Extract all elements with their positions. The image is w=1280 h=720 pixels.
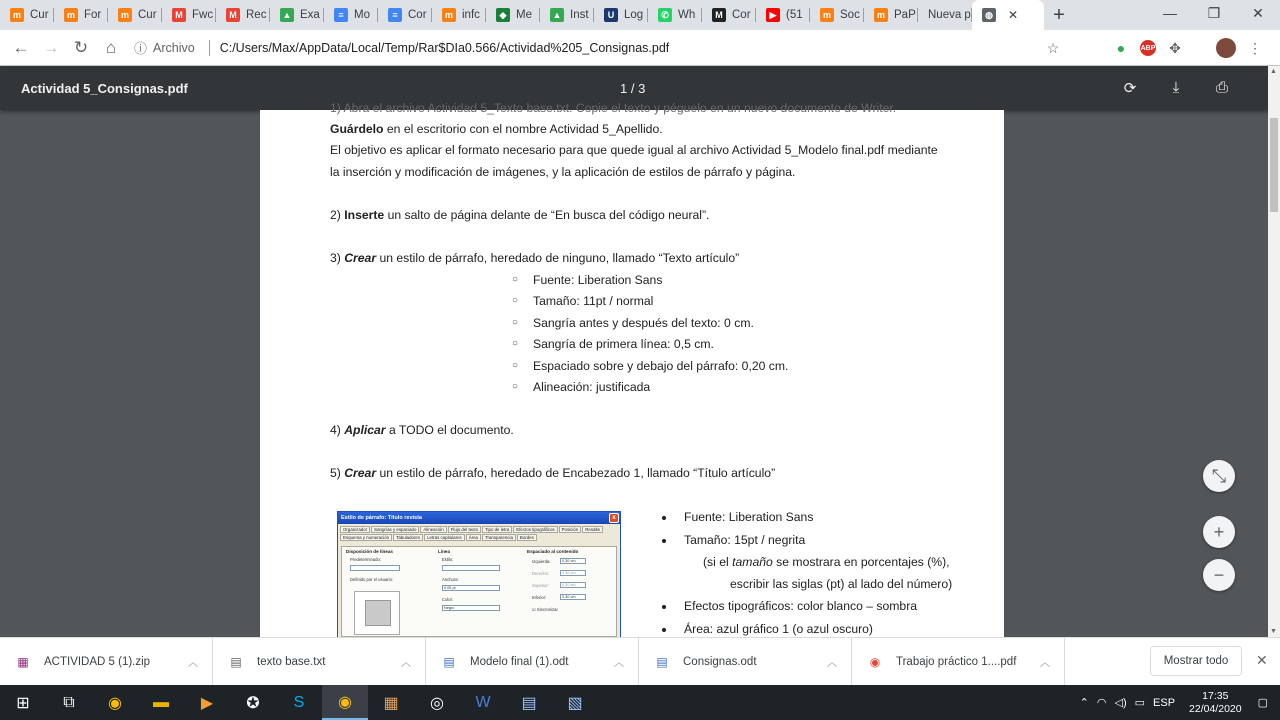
tab-9[interactable]	[486, 0, 540, 30]
maximize-button[interactable]: ❐	[1207, 4, 1221, 21]
chevron-up-icon[interactable]: ︿	[401, 658, 411, 669]
chrome-taskbar-icon[interactable]: ◉	[108, 694, 122, 712]
tab-14[interactable]	[756, 0, 810, 30]
windows-taskbar	[0, 685, 1280, 720]
chrome-active-icon[interactable]: ◉	[322, 685, 368, 720]
chevron-up-icon[interactable]: ︿	[1040, 658, 1050, 669]
tab-7[interactable]	[378, 0, 432, 30]
tab-5[interactable]	[270, 0, 324, 30]
app-icon[interactable]: ✪	[246, 694, 260, 712]
pdf-page: 1) Abra el archivo Actividad 5_Texto base.txt. Copie el texto y péguelo en un nuevo documento de Writer. Guárdelo en el escritorio con el nombre Actividad 5_Apellido. El objetivo es aplicar el formato necesario para que quede igual al archivo Actividad 5_Modelo final.pdf mediante la inserción y modificación de imágenes, y la aplicación de estilos de párrafo y página. 2) Inserte un salto de página delante de “En busca del código neural”. 3) Crear un estilo de párrafo, heredado de ninguno, llamado “Texto artículo” ○ Fuente: Liberation Sans ○ Tamaño: 11pt / normal ○ Sangría antes y después del texto: 0 cm. ○ Sangría de primera línea: 0,5 cm. ○ Espaciado sobre y debajo del párrafo: 0,20 cm. ○ Alineación: justificada 4) Aplicar a TODO el documento. 5) Crear un estilo de párrafo, heredado de Encabezado 1, llamado “Título artículo” Estilo de párrafo: Título revista x Organizador Sangrías y espaciado Alineación Flujo del texto Tipo de letra Efectos tipográficos Posición Resalte Esquema y numeración Tabuladores Letras capitulares Área Transparencia Bordes Disposición de líneas Predeterminado: Definido por el usuario: Línea Estilo: Anchura: 0,05 pt Color: Negro Espaciado al contenido Izquierda: 0,30 cm Derecha: 0,30 cm Superior: 0,30 cm Inferior: 0,30 cm ☑ Sincronizar Fuente: Liberation Sans Tamaño: 15pt / negrita (si el tamaño se mostrara en porcentajes (%), escribir las siglas (pt) al lado del número) Efectos tipográficos: color blanco – sombra Área: azul gráfico 1 (o azul oscuro)	[260, 110, 1004, 670]
word-icon[interactable]: W	[475, 693, 491, 711]
zoom-out-button[interactable]: −	[1203, 559, 1235, 591]
adblock-icon[interactable]: ABP	[1140, 40, 1156, 56]
dialog-tab: Bordes	[517, 534, 537, 541]
globe-icon: ◍	[982, 8, 996, 22]
m-icon: M	[712, 8, 726, 22]
tab-2[interactable]	[108, 0, 162, 30]
notifications-icon[interactable]: ▢	[1257, 697, 1268, 709]
download-item[interactable]	[0, 638, 213, 686]
chevron-up-icon[interactable]: ︿	[827, 658, 837, 669]
reload-button[interactable]: ↻	[73, 37, 89, 57]
item-4: 4) Aplicar a TODO el documento.	[330, 423, 514, 437]
chevron-up-icon[interactable]: ⌃	[1079, 697, 1089, 709]
media-player-icon[interactable]: ▶	[200, 694, 214, 712]
tab-label: Cor	[408, 9, 427, 21]
file-explorer-icon[interactable]: ▬	[153, 693, 169, 711]
odt-file-icon: ▤	[443, 654, 455, 669]
download-name: ACTIVIDAD 5 (1).zip	[44, 655, 151, 668]
system-tray	[1080, 685, 1280, 720]
objetivo-line-1: El objetivo es aplicar el formato necesario para que quede igual al archivo Actividad 5_Modelo final.pdf mediante	[330, 143, 938, 157]
pdf-title: Actividad 5_Consignas.pdf	[21, 80, 188, 96]
zoom-in-button[interactable]: +	[1203, 516, 1235, 548]
minimize-button[interactable]: —	[1163, 5, 1177, 21]
language-indicator[interactable]: ESP	[1153, 696, 1176, 709]
objetivo-line-2: la inserción y modificación de imágenes, y la aplicación de estilos de párrafo y página.	[330, 165, 796, 179]
docs-icon: ≡	[334, 8, 348, 22]
tab-label: Inst	[570, 9, 589, 21]
moodle-icon: m	[10, 8, 24, 22]
back-button[interactable]: ←	[12, 37, 30, 57]
tab-label: Cor	[732, 9, 751, 21]
unc-icon: U	[604, 8, 618, 22]
chevron-up-icon[interactable]: ︿	[188, 658, 198, 669]
winrar-taskbar-icon[interactable]: ▦	[383, 694, 399, 712]
tab-label: Fwc	[192, 9, 214, 21]
dialog-tab: Transparencia	[482, 534, 516, 541]
task-view-icon[interactable]: ⧉	[63, 693, 75, 711]
tab-4[interactable]	[216, 0, 270, 30]
moodle-icon: m	[820, 8, 834, 22]
tab-13[interactable]	[702, 0, 756, 30]
docs-icon: ≡	[388, 8, 402, 22]
address-bar[interactable]	[134, 34, 1084, 62]
list-item: Alineación: justificada	[533, 380, 651, 394]
tab-label: Wh	[678, 9, 696, 21]
item-5: 5) Crear un estilo de párrafo, heredado de Encabezado 1, llamado “Título artículo”	[330, 466, 776, 480]
new-tab-button[interactable]: +	[1053, 3, 1065, 26]
dialog-tab: Área	[466, 534, 481, 541]
tab-3[interactable]	[162, 0, 216, 30]
browser-toolbar	[0, 30, 1280, 66]
drive-icon: ▲	[280, 8, 294, 22]
menu-icon[interactable]: ⋮	[1248, 39, 1262, 56]
dialog-tab: Tipo de letra	[482, 526, 512, 533]
dialog-tab: Posición	[559, 526, 582, 533]
dialog-tab: Resalte	[582, 526, 603, 533]
moodle-icon: m	[442, 8, 456, 22]
skype-icon[interactable]: S	[293, 693, 305, 711]
notepad-icon[interactable]: ▧	[567, 694, 583, 712]
profile-avatar[interactable]	[1216, 38, 1236, 58]
tab-label: Cur	[138, 9, 157, 21]
dialog-tab: Efectos tipográficos	[513, 526, 557, 533]
dialog-tab: Flujo del texto	[448, 526, 481, 533]
list-item: Espaciado sobre y debajo del párrafo: 0,20 cm.	[533, 359, 789, 373]
scheme-label: Archivo	[153, 40, 195, 55]
active-tab[interactable]	[972, 0, 1044, 30]
circle-bullet-icon: ○	[512, 381, 519, 392]
tab-label: Nueva p	[928, 9, 971, 21]
fit-page-button[interactable]: ⤡	[1203, 460, 1235, 492]
list-item: Fuente: Liberation Sans	[533, 273, 663, 287]
tab-label: Rec	[246, 9, 267, 21]
start-icon[interactable]: ⊞	[16, 694, 30, 712]
forward-button[interactable]: →	[42, 37, 60, 57]
battery-icon[interactable]: ▭	[1134, 697, 1146, 709]
cut-line: 1) Abra el archivo Actividad 5_Texto base.txt. Copie el texto y péguelo en un nuevo documento de Writer.	[330, 101, 897, 115]
rotate-icon[interactable]: ⟳	[1123, 80, 1137, 97]
tab-label: Exa	[300, 9, 320, 21]
writer-icon[interactable]: ▤	[521, 694, 537, 712]
whatsapp-icon: ✆	[658, 8, 672, 22]
tab-10[interactable]	[540, 0, 594, 30]
maps-icon: ◆	[496, 8, 510, 22]
list-item: Tamaño: 11pt / normal	[533, 294, 654, 308]
show-all-button[interactable]: Mostrar todo	[1150, 646, 1242, 676]
volume-icon[interactable]: ◁)	[1114, 697, 1127, 709]
download-item[interactable]	[852, 638, 1065, 686]
download-name: texto base.txt	[257, 655, 326, 668]
tab-8[interactable]	[432, 0, 486, 30]
info-icon[interactable]: ⓘ	[134, 41, 148, 56]
circle-bullet-icon: ○	[512, 317, 519, 328]
circle-bullet-icon: ○	[512, 360, 519, 371]
vertical-scrollbar[interactable]: ▲ ▼	[1268, 66, 1280, 637]
moodle-icon: m	[118, 8, 132, 22]
chrome-icon: ◉	[869, 654, 881, 669]
dialog-tab: Organizador	[340, 526, 370, 533]
tab-label: Cur	[30, 9, 49, 21]
obs-icon[interactable]: ◎	[430, 694, 444, 712]
item-2: 2) Inserte un salto de página delante de “En busca del código neural”.	[330, 208, 710, 222]
dialog-screenshot: Estilo de párrafo: Título revista x Organizador Sangrías y espaciado Alineación Flujo del texto Tipo de letra Efectos tipográficos Posición Resalte Esquema y numeración Tabuladores Letras capitulares Área Transparencia Bordes Disposición de líneas Predeterminado: Definido por el usuario: Línea Estilo: Anchura: 0,05 pt Color: Negro Espaciado al contenido Izquierda: 0,30 cm Derecha: 0,30 cm Superior: 0,30 cm Inferior: 0,30 cm ☑ Sincronizar	[337, 511, 621, 641]
tab-17[interactable]	[918, 0, 972, 30]
home-button[interactable]: ⌂	[105, 37, 117, 57]
close-shelf-icon[interactable]: ✕	[1256, 652, 1268, 668]
circle-bullet-icon: ○	[512, 295, 519, 306]
circle-bullet-icon: ○	[512, 338, 519, 349]
tab-label: PaP	[894, 9, 916, 21]
dialog-tab: Sangrías y espaciado	[371, 526, 419, 533]
puzzle-icon[interactable]: ✥	[1169, 39, 1181, 56]
wifi-icon[interactable]: ◠	[1096, 697, 1107, 709]
gmail-icon: M	[226, 8, 240, 22]
gmail-icon: M	[172, 8, 186, 22]
tab-label: Soc	[840, 9, 860, 21]
print-icon[interactable]: ⎙	[1215, 79, 1228, 96]
tab-label: Log	[624, 9, 644, 21]
download-item[interactable]	[639, 638, 852, 686]
url-text[interactable]: C:/Users/Max/AppData/Local/Temp/Rar$DIa0.566/Actividad%205_Consignas.pdf	[219, 40, 670, 55]
moodle-icon: m	[874, 8, 888, 22]
tab-strip	[0, 0, 1280, 30]
dialog-tab: Tabuladores	[393, 534, 423, 541]
tab-label: Mo	[354, 9, 370, 21]
list-item: Sangría antes y después del texto: 0 cm.	[533, 316, 754, 330]
moodle-icon: m	[64, 8, 78, 22]
winrar-icon: ▦	[17, 654, 29, 669]
window-controls	[1148, 0, 1280, 30]
download-item[interactable]	[213, 638, 426, 686]
clock[interactable]: 17:35 22/04/2020	[1189, 689, 1242, 715]
close-window-button[interactable]: ✕	[1252, 4, 1264, 21]
item-3: 3) Crear un estilo de párrafo, heredado de ninguno, llamado “Texto artículo”	[330, 251, 740, 265]
circle-bullet-icon: ○	[512, 274, 519, 285]
tab-11[interactable]	[594, 0, 648, 30]
download-shelf	[0, 637, 1280, 685]
tab-16[interactable]	[864, 0, 918, 30]
tab-label: Me	[516, 9, 532, 21]
close-tab-icon[interactable]: ✕	[1008, 8, 1019, 22]
tab-15[interactable]	[810, 0, 864, 30]
odt-file-icon: ▤	[656, 654, 668, 669]
drive-icon: ▲	[550, 8, 564, 22]
text-file-icon: ▤	[230, 654, 242, 669]
tab-label: (51	[786, 9, 803, 21]
page-indicator: 1 / 3	[620, 80, 646, 96]
download-name: Modelo final (1).odt	[470, 655, 569, 668]
download-icon[interactable]: ⤓	[1172, 79, 1180, 96]
scroll-thumb[interactable]	[1270, 118, 1278, 212]
tab-label: infc	[462, 9, 480, 21]
tab-12[interactable]	[648, 0, 702, 30]
tab-6[interactable]	[324, 0, 378, 30]
dialog-tab: Esquema y numeración	[340, 534, 392, 541]
dialog-tab: Letras capitulares	[424, 534, 465, 541]
download-name: Consignas.odt	[683, 655, 757, 668]
tab-label: For	[84, 9, 102, 21]
tab-0[interactable]	[0, 0, 54, 30]
download-item[interactable]	[426, 638, 639, 686]
pdf-viewer[interactable]	[0, 101, 1268, 637]
tab-1[interactable]	[54, 0, 108, 30]
youtube-icon: ▶	[766, 8, 780, 22]
bookmark-star-icon[interactable]: ☆	[1046, 39, 1060, 56]
download-name: Trabajo práctico 1....pdf	[896, 655, 1017, 668]
chevron-up-icon[interactable]: ︿	[614, 658, 624, 669]
dialog-tab: Alineación	[420, 526, 446, 533]
extension-icon[interactable]: ●	[1116, 40, 1126, 56]
list-item: Sangría de primera línea: 0,5 cm.	[533, 337, 714, 351]
